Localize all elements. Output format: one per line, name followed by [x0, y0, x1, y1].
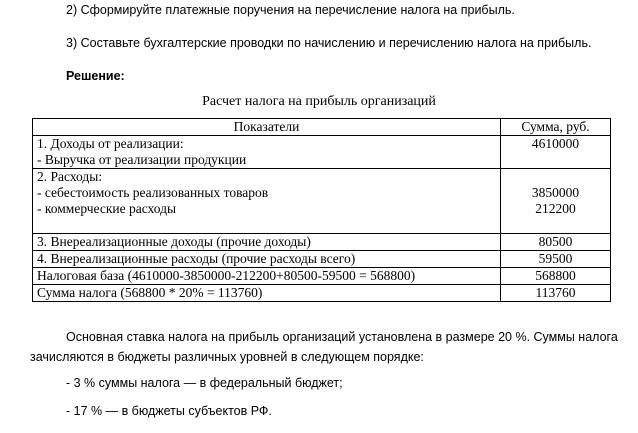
- row-value: 568800: [501, 268, 611, 285]
- table-row: [33, 234, 611, 251]
- table-row: [33, 268, 611, 285]
- row-value: 80500: [501, 234, 611, 251]
- bullet-regional: - 17 % — в бюджеты субъектов РФ.: [66, 404, 272, 418]
- table-header-row: [33, 119, 611, 136]
- table-row: [33, 251, 611, 268]
- table-title: Расчет налога на прибыль организаций: [202, 94, 436, 109]
- row-value: [501, 169, 611, 234]
- row-label-line: 1. Доходы от реализации:: [37, 136, 184, 151]
- table-row: [33, 169, 611, 234]
- row-label: Сумма налога (568800 * 20% = 113760): [33, 285, 501, 302]
- solution-label: Решение:: [66, 69, 125, 83]
- task-3-text: 3) Составьте бухгалтерские проводки по начислению и перечислению налога на прибыль.: [66, 36, 592, 50]
- row-value-blank: [505, 169, 606, 185]
- bullet-federal: - 3 % суммы налога — в федеральный бюджет;: [66, 376, 343, 390]
- row-value: 113760: [501, 285, 611, 302]
- row-value: [501, 136, 611, 169]
- row-label: [33, 136, 501, 169]
- row-label: 4. Внереализационные расходы (прочие расходы всего): [33, 251, 501, 268]
- paragraph-line-1: Основная ставка налога на прибыль организаций установлена в размере 20 %. Суммы налога: [66, 330, 618, 344]
- row-value-line: 212200: [535, 201, 576, 216]
- row-label: 3. Внереализационные доходы (прочие доходы): [33, 234, 501, 251]
- row-value-line: 4610000: [531, 136, 580, 151]
- row-label-line: - Выручка от реализации продукции: [37, 152, 247, 167]
- row-value-line: 3850000: [531, 185, 580, 200]
- header-indicators: Показатели: [33, 119, 501, 136]
- task-2-text: 2) Сформируйте платежные поручения на перечисление налога на прибыль.: [66, 3, 515, 17]
- table-row: [33, 136, 611, 169]
- row-label-line: - коммерческие расходы: [37, 201, 177, 216]
- row-label-blank: [37, 217, 496, 233]
- tax-calculation-table: [32, 118, 611, 302]
- header-amount: Сумма, руб.: [501, 119, 611, 136]
- table-row: [33, 285, 611, 302]
- row-label: [33, 169, 501, 234]
- row-label: Налоговая база (4610000-3850000-212200+80500-59500 = 568800): [33, 268, 501, 285]
- paragraph-line-2: зачисляются в бюджеты различных уровней в следующем порядке:: [30, 350, 424, 364]
- row-label-line: 2. Расходы:: [37, 169, 103, 184]
- row-label-line: - себестоимость реализованных товаров: [37, 185, 269, 200]
- row-value: 59500: [501, 251, 611, 268]
